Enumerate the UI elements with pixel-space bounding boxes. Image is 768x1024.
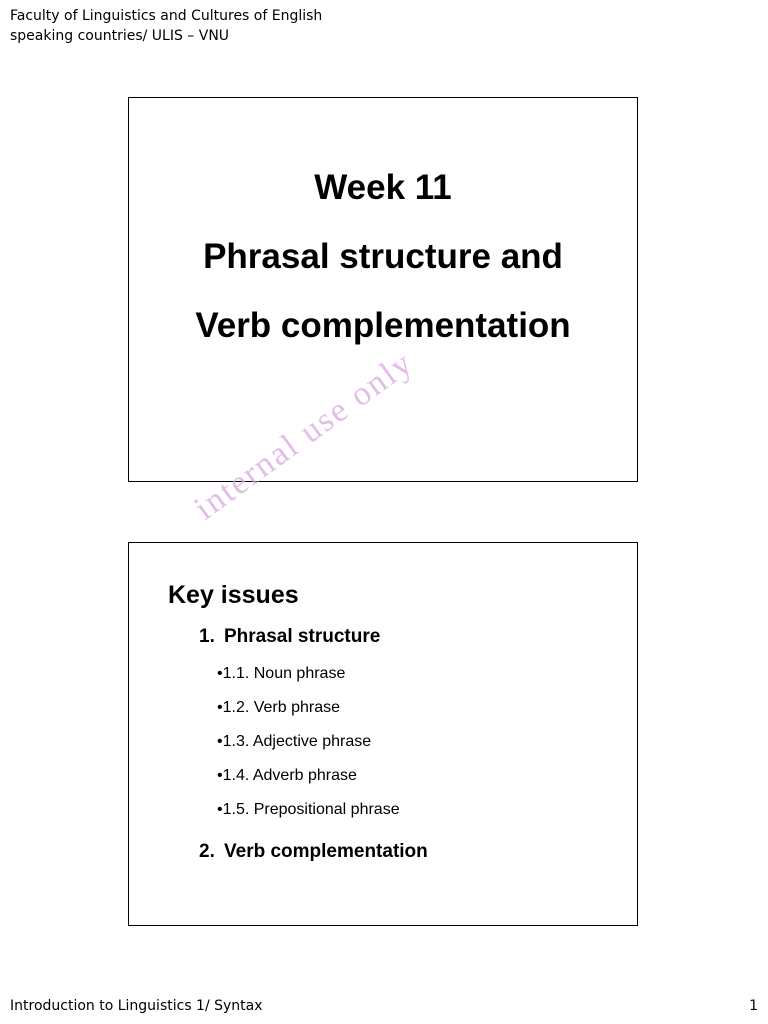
section-number: 1.: [199, 626, 215, 647]
page-header: [10, 6, 322, 46]
section-label: Verb complementation: [224, 841, 428, 862]
subtopic-prepositional-phrase: •1.5. Prepositional phrase: [217, 801, 400, 818]
subtopic-adjective-phrase: •1.3. Adjective phrase: [217, 733, 372, 750]
title-line-week: Week 11: [314, 168, 452, 207]
title-line-2: Phrasal structure and: [203, 237, 563, 276]
footer-course-title: Introduction to Linguistics 1/ Syntax: [10, 998, 263, 1014]
slide-title: [129, 153, 637, 360]
subtopic-noun-phrase: •1.1. Noun phrase: [217, 665, 346, 682]
page-number: 1: [749, 998, 758, 1014]
subtopic-list: [217, 664, 400, 834]
key-issues-heading: Key issues: [168, 581, 299, 609]
section-label: Phrasal structure: [224, 626, 381, 647]
subtopic-adverb-phrase: •1.4. Adverb phrase: [217, 767, 357, 784]
section-verb-complementation: [199, 841, 428, 863]
watermark-text: internal use only: [187, 344, 421, 528]
section-phrasal-structure: [199, 626, 380, 648]
subtopic-verb-phrase: •1.2. Verb phrase: [217, 699, 341, 716]
header-line-2: speaking countries/ ULIS – VNU: [10, 28, 230, 44]
title-line-3: Verb complementation: [195, 306, 571, 345]
header-line-1: Faculty of Linguistics and Cultures of English: [10, 8, 323, 24]
title-slide: [128, 97, 638, 482]
section-number: 2.: [199, 841, 215, 862]
key-issues-slide: [128, 542, 638, 926]
